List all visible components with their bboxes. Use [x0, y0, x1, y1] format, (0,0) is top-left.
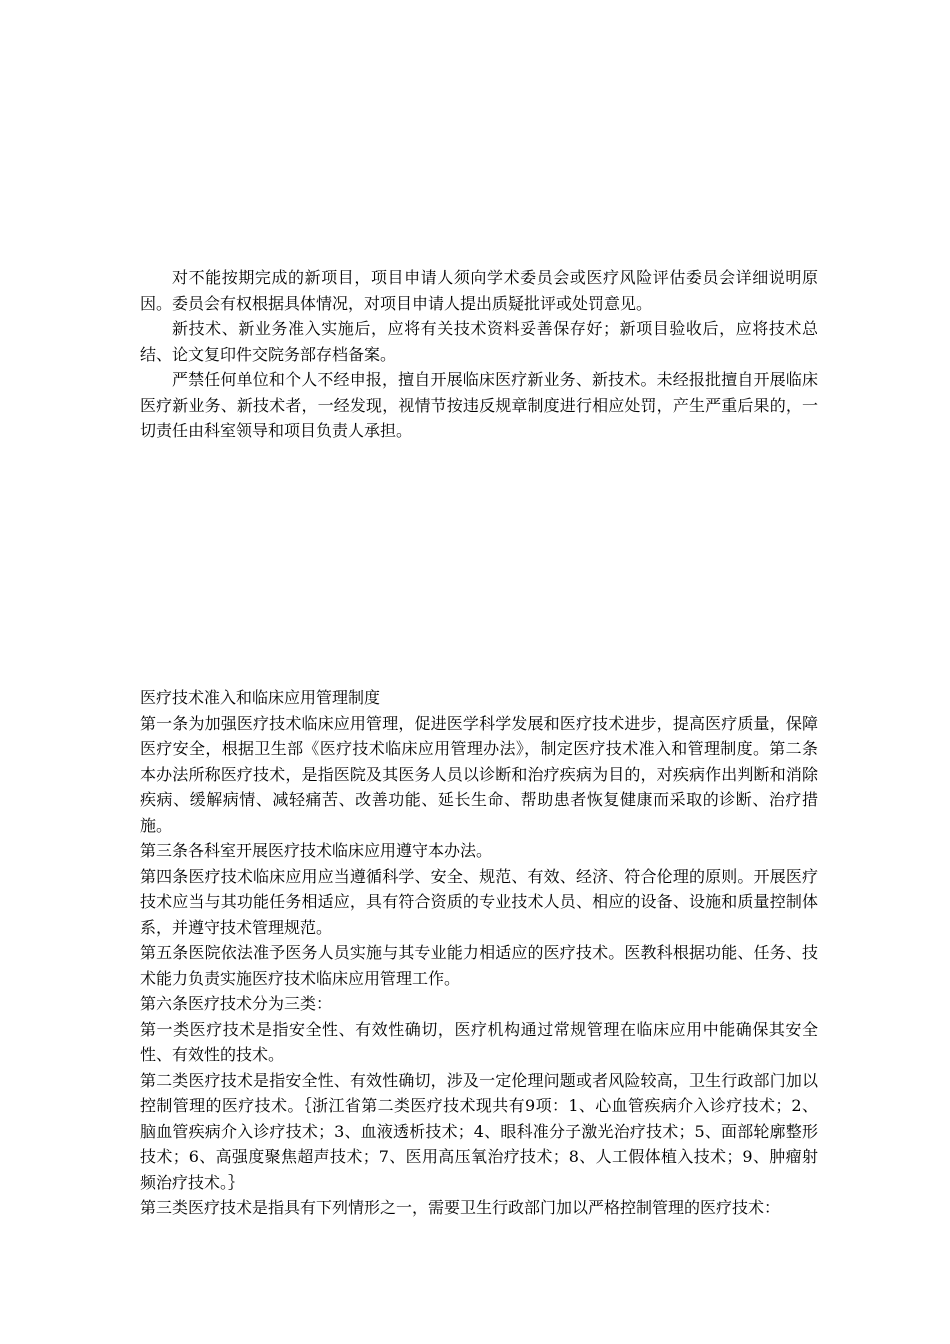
- text-section-bottom: [140, 685, 818, 1221]
- text-section-top: [140, 265, 818, 444]
- paragraph: 对不能按期完成的新项目，项目申请人须向学术委员会或医疗风险评估委员会详细说明原因。委员会有权根据具体情况，对项目申请人提出质疑批评或处罚意见。: [140, 268, 818, 313]
- paragraph: 第一条为加强医疗技术临床应用管理，促进医学科学发展和医疗技术进步，提高医疗质量，保障医疗安全，根据卫生部《医疗技术临床应用管理办法》，制定医疗技术准入和管理制度。第二条本办法所称医疗技术，是指医院及其医务人员以诊断和治疗疾病为目的，对疾病作出判断和消除疾病、缓解病情、减轻痛苦、改善功能、延长生命、帮助患者恢复健康而采取的诊断、治疗措施。: [140, 713, 818, 835]
- paragraph: 第三类医疗技术是指具有下列情形之一，需要卫生行政部门加以严格控制管理的医疗技术：: [140, 1198, 781, 1217]
- paragraph: 第六条医疗技术分为三类：: [140, 994, 333, 1013]
- paragraph: 新技术、新业务准入实施后，应将有关技术资料妥善保存好；新项目验收后，应将技术总结、论文复印件交院务部存档备案。: [140, 319, 818, 364]
- paragraph: 第四条医疗技术临床应用应当遵循科学、安全、规范、有效、经济、符合伦理的原则。开展医疗技术应当与其功能任务相适应，具有符合资质的专业技术人员、相应的设备、设施和质量控制体系，并遵守技术管理规范。: [140, 866, 818, 937]
- document-title: 医疗技术准入和临床应用管理制度: [140, 688, 381, 707]
- paragraph: 严禁任何单位和个人不经申报，擅自开展临床医疗新业务、新技术。未经报批擅自开展临床医疗新业务、新技术者，一经发现，视情节按违反规章制度进行相应处罚，产生严重后果的，一切责任由科室领导和项目负责人承担。: [140, 370, 818, 440]
- paragraph: 第五条医院依法准予医务人员实施与其专业能力相适应的医疗技术。医教科根据功能、任务、技术能力负责实施医疗技术临床应用管理工作。: [140, 943, 818, 988]
- paragraph: 第一类医疗技术是指安全性、有效性确切，医疗机构通过常规管理在临床应用中能确保其安全性、有效性的技术。: [140, 1019, 818, 1064]
- paragraph: 第三条各科室开展医疗技术临床应用遵守本办法。: [140, 841, 493, 860]
- paragraph: 第二类医疗技术是指安全性、有效性确切，涉及一定伦理问题或者风险较高，卫生行政部门加以控制管理的医疗技术。｛浙江省第二类医疗技术现共有9项：1、心血管疾病介入诊疗技术；2、脑血管疾病介入诊疗技术；3、血液透析技术；4、眼科准分子激光治疗技术；5、面部轮廓整形技术；6、高强度聚焦超声技术；7、医用高压氧治疗技术；8、人工假体植入技术；9、肿瘤射频治疗技术。｝: [140, 1070, 818, 1192]
